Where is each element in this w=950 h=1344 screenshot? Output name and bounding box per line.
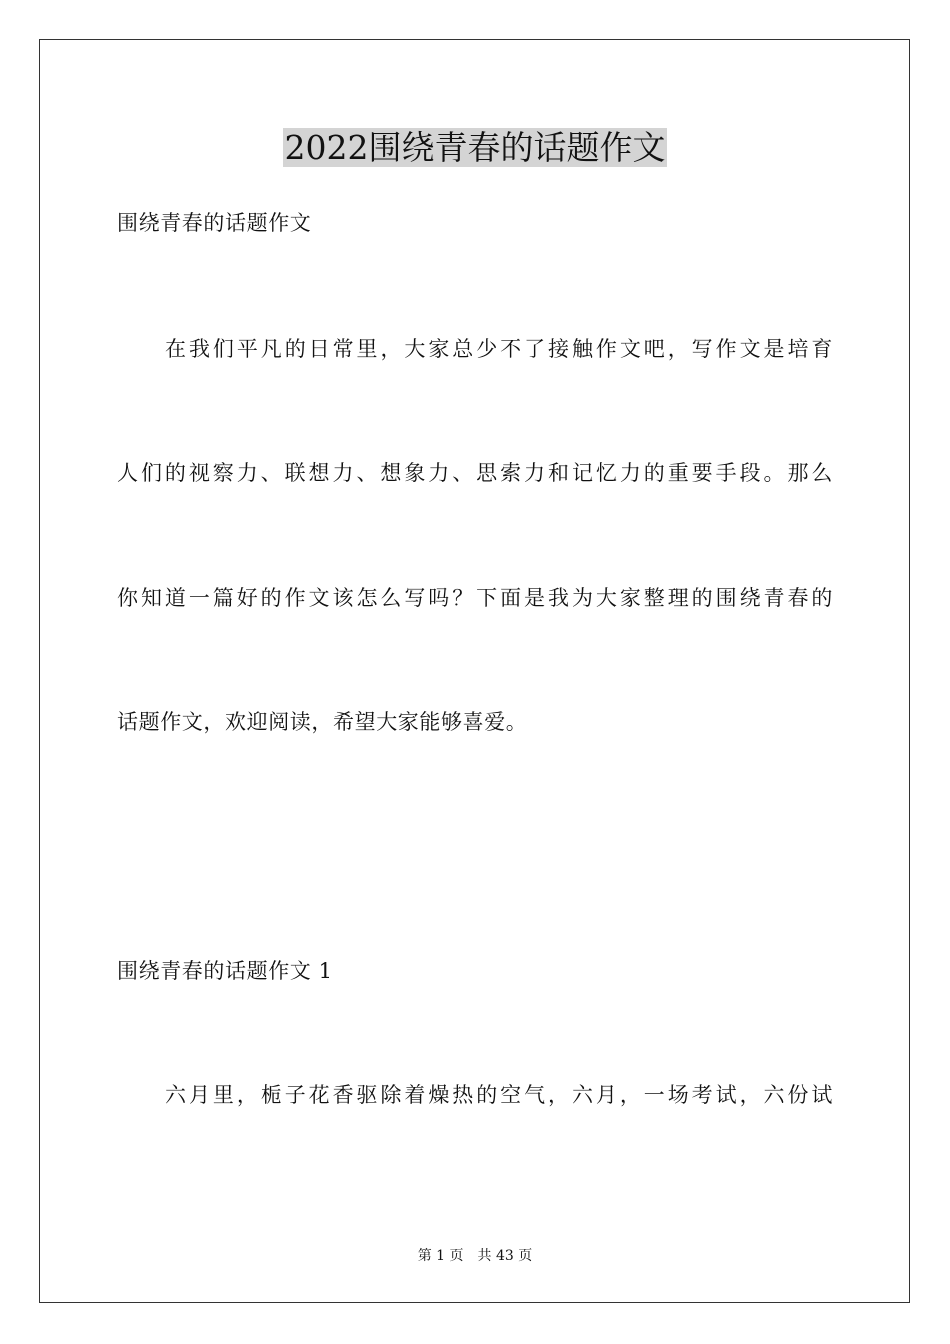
- intro-line-2: 人们的视察力、联想力、想象力、思索力和记忆力的重要手段。那么: [117, 461, 833, 485]
- intro-line-1: 在我们平凡的日常里，大家总少不了接触作文吧，写作文是培育: [165, 337, 833, 361]
- page-number-footer: 第 1 页 共 43 页: [417, 1248, 533, 1264]
- intro-line-4: 话题作文，欢迎阅读，希望大家能够喜爱。: [117, 710, 528, 734]
- document-title: [0, 126, 950, 170]
- document-title-text: 2022围绕青春的话题作文: [284, 128, 666, 167]
- section-heading: 围绕青春的话题作文 1: [117, 959, 333, 983]
- document-subtitle: 围绕青春的话题作文: [117, 211, 312, 235]
- section-first-line: 六月里，栀子花香驱除着燥热的空气，六月，一场考试，六份试: [165, 1083, 833, 1107]
- intro-line-3: 你知道一篇好的作文该怎么写吗？下面是我为大家整理的围绕青春的: [117, 586, 833, 610]
